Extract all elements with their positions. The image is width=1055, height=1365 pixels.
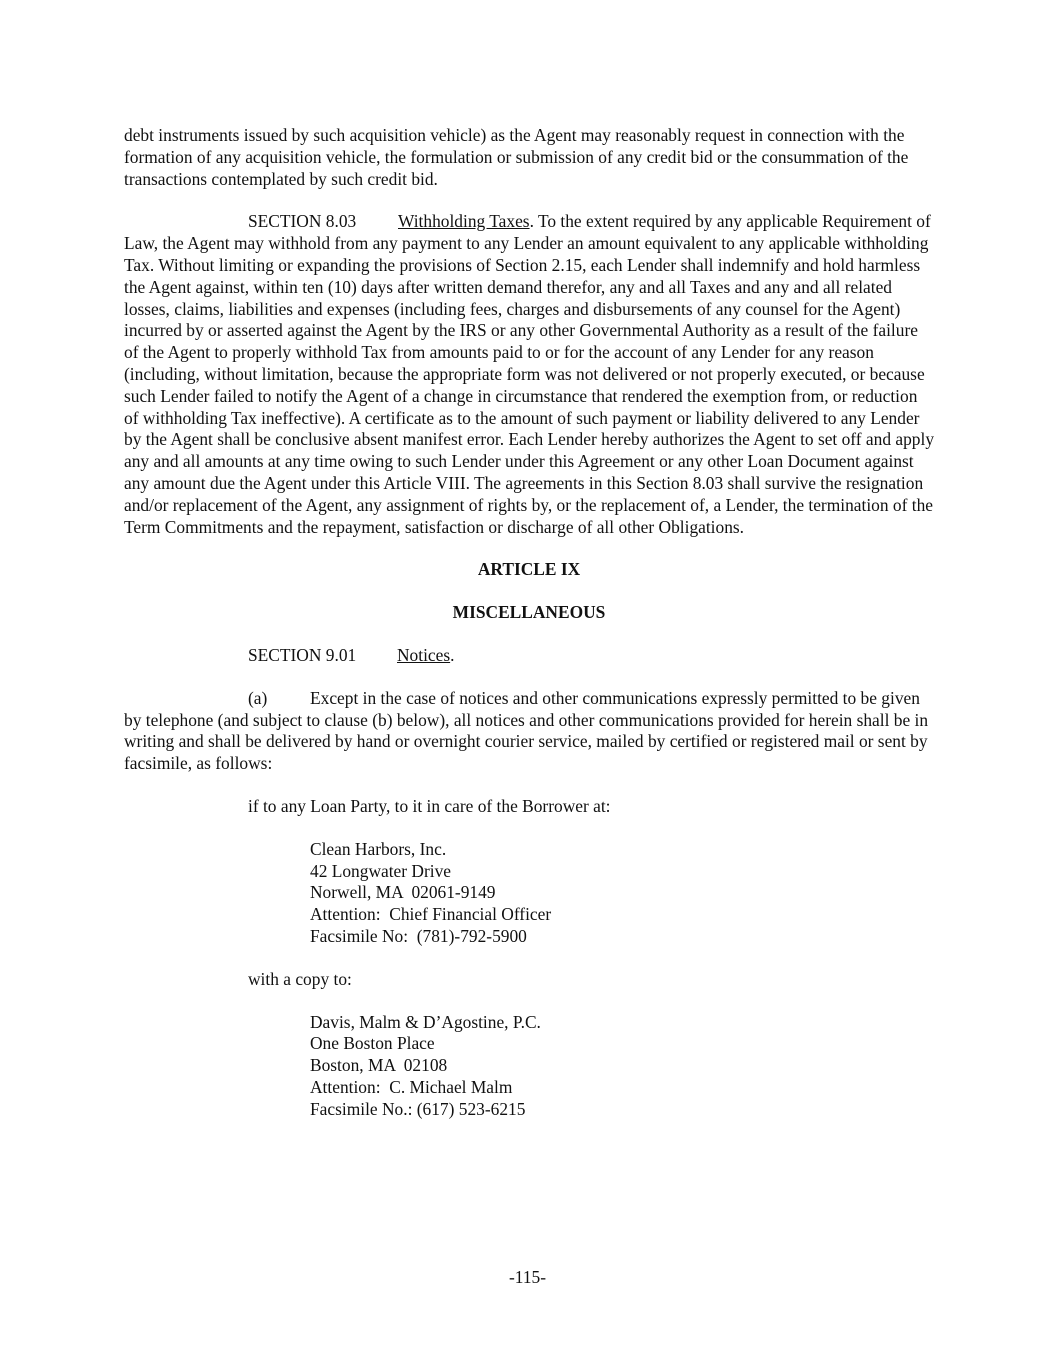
address-line: Facsimile No.: (617) 523-6215: [310, 1098, 526, 1119]
article-number: ARTICLE IX: [477, 559, 581, 580]
section-8-03-label: SECTION 8.03: [248, 211, 357, 232]
continuation-paragraph: debt instruments issued by such acquisition vehicle) as the Agent may reasonably request in connection with the formation of any acquisition vehicle, the formulation or submission of any credit bid or the consummation of the transactions contemplated by such credit bid.: [124, 125, 909, 189]
page-number: -115-: [508, 1267, 547, 1287]
clause-a-label: (a): [248, 687, 268, 708]
address-line: Boston, MA 02108: [310, 1055, 448, 1076]
address-line: Norwell, MA 02061-9149: [310, 882, 496, 903]
section-9-01-title: Notices: [397, 644, 451, 665]
copy-intro: with a copy to:: [248, 968, 352, 989]
section-8-03-body: . To the extent required by any applicable Requirement of Law, the Agent may withhold from any payment to any Lender an amount equivalent to any applicable withholding Tax. Without limiting or expanding the provisions of Section 2.15, each Lender shall indemnify and hold harmless the Agent against, within ten (10) days after written demand therefor, any and all Taxes and any and all related losses, claims, liabilities and expenses (including fees, charges and disbursements of any counsel for the Agent) incurred by or asserted against the Agent by the IRS or any other Governmental Authority as a result of the failure of the Agent to properly withhold Tax from amounts paid to or for the account of any Lender for any reason (including, without limitation, because the appropriate form was not delivered or not properly executed, or because such Lender failed to notify the Agent of a change in circumstance that rendered the exemption from, or reduction of withholding Tax ineffective). A certificate as to the amount of such payment or liability delivered to any Lender by the Agent shall be conclusive absent manifest error. Each Lender hereby authorizes the Agent to set off and apply any and all amounts at any time owing to such Lender under this Agreement or any other Loan Document against any amount due the Agent under this Article VIII. The agreements in this Section 8.03 shall survive the resignation and/or replacement of the Agent, any assignment of rights by, or the replacement of, a Lender, the termination of the Term Commitments and the repayment, satisfaction or discharge of all other Obligations.: [124, 211, 935, 537]
section-9-01-label: SECTION 9.01: [248, 644, 357, 665]
clause-a-paragraph: [124, 688, 934, 775]
loan-party-intro: if to any Loan Party, to it in care of the Borrower at:: [248, 795, 611, 816]
section-8-03-paragraph: [124, 211, 934, 538]
address-line: Attention: C. Michael Malm: [310, 1076, 513, 1097]
address-line: One Boston Place: [310, 1033, 435, 1054]
section-8-03-title: Withholding Taxes: [398, 211, 530, 232]
clause-a-body: Except in the case of notices and other communications expressly permitted to be given by telephone (and subject to clause (b) below), all notices and other communications provided for herein shall be in writing and shall be delivered by hand or overnight courier service, mailed by certified or registered mail or sent by facsimile, as follows:: [124, 687, 929, 774]
section-9-01-period: .: [450, 644, 455, 665]
address-line: Davis, Malm & D’Agostine, P.C.: [310, 1011, 541, 1032]
address-line: 42 Longwater Drive: [310, 860, 452, 881]
address-line: Facsimile No: (781)-792-5900: [310, 925, 527, 946]
document-page: [124, 125, 934, 1120]
article-title: MISCELLANEOUS: [452, 602, 606, 623]
borrower-address-block: [124, 839, 934, 948]
address-line: Attention: Chief Financial Officer: [310, 904, 552, 925]
address-line: Clean Harbors, Inc.: [310, 838, 447, 859]
copy-address-block: [124, 1012, 934, 1121]
section-9-01-heading: [124, 645, 934, 667]
